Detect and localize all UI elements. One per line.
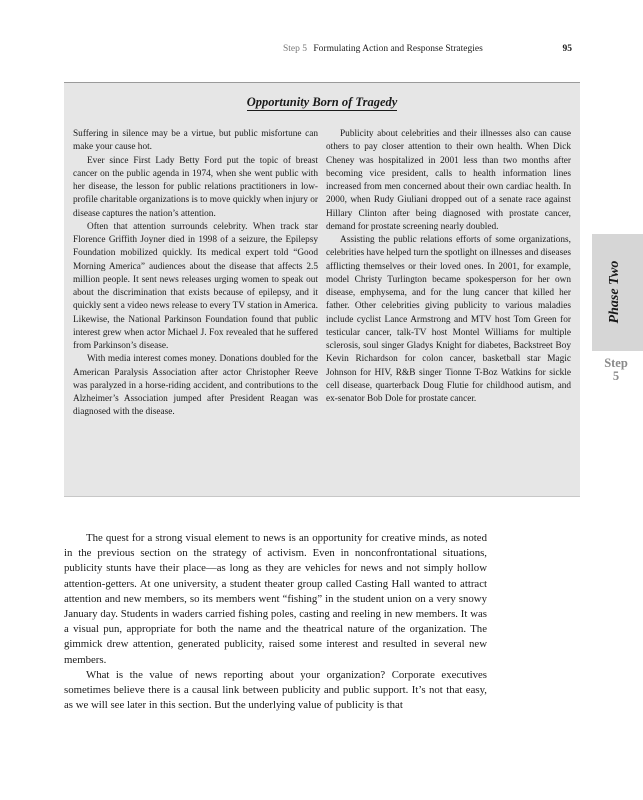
sidebar-paragraph: Assisting the public relations efforts of some organizations, celebrities have helped turn the spotlight on illnesses and diseases afflicting themselves or their loved ones. In 2001, for example, model Christy Turlington became spokesperson for her own disease, emphysema, and for the lung cancer that killed her father. Other celebrities giving publicity to various maladies include cyclist Lance Armstrong and MTV host Tom Green for testicular cancer, talk-TV host Montel Williams for multiple sclerosis, soul singer Gladys Knight for diabetes, Backstreet Boy Kevin Richardson for colon cancer, basketball star Magic Johnson for HIV, R&B singer Tionne T-Boz Watkins for sickle cell disease, quarterback Doug Flutie for childhood autism, and ex-senator Bob Dole for prostate cancer. xyxy=(326,235,572,404)
step-marker-word: Step xyxy=(604,356,628,370)
body-text xyxy=(64,531,487,713)
sidebar-left-column xyxy=(73,128,318,420)
phase-label: Phase Two xyxy=(607,260,622,324)
sidebar-title-text: Opportunity Born of Tragedy xyxy=(246,95,398,109)
sidebar-paragraph: With media interest comes money. Donations doubled for the American Paralysis Association after actor Christopher Reeve was paralyzed in a horse-riding accident, and contributions to the Alzheimer’s Association jumped after President Reagan was diagnosed with the disease. xyxy=(73,354,318,418)
sidebar-paragraph: Publicity about celebrities and their illnesses also can cause others to pay closer attention to their own health. When Dick Cheney was hospitalized in 2001 less than two months after becoming vice president, calls to health information lines increased from men concerned about their own cardiac health. In 2000, when Rudy Giuliani dropped out of a senate race against Hillary Clinton after being diagnosed with prostate cancer, demand for prostate screening nearly doubled. xyxy=(326,129,571,232)
sidebar-paragraph: Ever since First Lady Betty Ford put the topic of breast cancer on the public agenda in 1974, when she went public with her disease, the lesson for public relations practitioners in low-profile charitable organizations is to move quickly when injury or disease captures the nation’s attention. xyxy=(73,155,318,219)
body-paragraph: The quest for a strong visual element to news is an opportunity for creative minds, as noted in the previous section on the strategy of activism. Even in nonconfrontational situations, publicity stunts have their place—as long as they are vehicles for news and not simply hollow attention-getters. At one university, a student theater group called Casting Hall wanted to attract attention and new members, so its members went “fishing” in the student union on a very snowy January day. Students in waders carried fishing poles, casting and reeling in new members. It was a visual pun, appropriate for both the name and the theatrical nature of the organization. The gimmick drew attention, generated publicity, raised some interest and resulted in several new members. xyxy=(64,532,487,666)
sidebar-right-column xyxy=(326,128,571,406)
running-head-step: Step 5 xyxy=(283,44,308,54)
sidebar-paragraph: Often that attention surrounds celebrity. When track star Florence Griffith Joyner died in 1998 of a seizure, the Epilepsy Foundation mobilized quickly. Its medical expert told “Good Morning America” audiences about the disease that affects 2.5 million people. It sent news releases urging women to speak out about the discrimination that exists because of epilepsy, and it quickly sent a video news release to every TV station in America. Likewise, the National Parkinson Foundation found that public interest grew when actor Michael J. Fox revealed that he suffered from Parkinson’s disease. xyxy=(73,221,318,351)
sidebar-title xyxy=(64,94,580,110)
step-marker xyxy=(598,357,634,383)
phase-tab xyxy=(592,234,643,351)
sidebar-box xyxy=(64,82,580,497)
page-number: 95 xyxy=(562,44,572,54)
running-head-title: Formulating Action and Response Strategies xyxy=(313,44,483,54)
step-marker-number: 5 xyxy=(612,369,620,383)
body-paragraph: What is the value of news reporting about your organization? Corporate executives sometimes believe there is a causal link between publicity and public support. It’s not that easy, as we will see later in this section. But the underlying value of publicity is that xyxy=(64,668,487,712)
sidebar-paragraph: Suffering in silence may be a virtue, but public misfortune can make your cause hot. xyxy=(73,129,318,153)
running-head xyxy=(283,42,572,56)
